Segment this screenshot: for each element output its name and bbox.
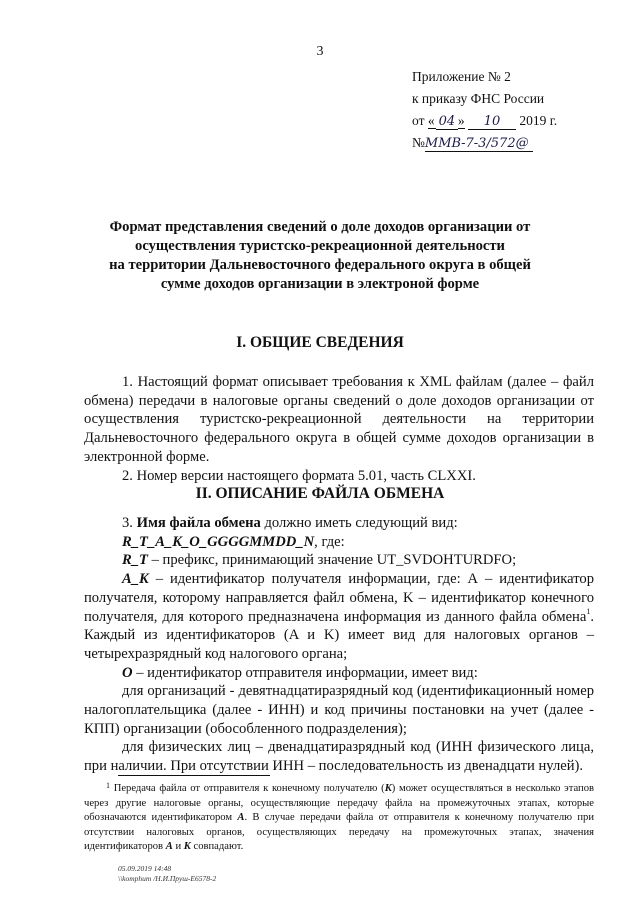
fn-k2: K xyxy=(183,841,191,853)
number-prefix: № xyxy=(412,135,425,150)
title-line1: Формат представления сведений о доле доходов организации от xyxy=(109,219,531,235)
pattern-rest: , где: xyxy=(314,533,345,550)
ak-text2: . Каждый из идентификаторов (A и K) имеет вид для налоговых органов – четырехразрядный код налогового органа; xyxy=(84,608,594,662)
org-definition: для организаций - девятнадцатиразрядный код (идентификационный номер налогоплательщика (далее - ИНН) и код причины постановки на учет (далее - КПП) организации (обособленного подразделения); xyxy=(84,683,594,737)
ak-definition xyxy=(84,570,594,664)
appendix-line1: Приложение № 2 xyxy=(412,69,511,84)
paragraph-1: 1. Настоящий формат описывает требования к XML файлам (далее – файл обмена) передачи в налоговые органы сведений о доле доходов организации от осуществления туристско-рекреационной деятельности на территории Дальневосточного федерального округа в общей сумме доходов организации в электронной форме. xyxy=(84,374,594,465)
phys-definition: для физических лиц – двенадцатиразрядный код (ИНН физического лица, при наличии. При отсутствии ИНН – последовательность из двенадцати нулей). xyxy=(84,739,594,775)
appendix-number xyxy=(412,132,557,154)
footnote-ref[interactable]: 1 xyxy=(586,606,591,616)
ak-text: – идентификатор получателя информации, где: А – идентификатор получателя, которому направляется файл обмена, K – идентификатор конечного получателя, для которого предназначена информация из данного файла обмена xyxy=(84,571,594,625)
section1-heading: I. ОБЩИЕ СВЕДЕНИЯ xyxy=(236,334,404,351)
pattern-code: R_T_A_K_O_GGGGMMDD_N xyxy=(122,533,315,550)
title-line2: осуществления туристско-рекреационной деятельности xyxy=(135,238,505,254)
footnote-separator xyxy=(118,775,270,776)
ak-code: A_K xyxy=(122,571,149,588)
stamp-line2: \\komphum /Н.И.Пруш-Е6578-2 xyxy=(118,874,217,883)
date-open: « xyxy=(427,113,435,128)
title-line3: на территории Дальневосточного федерального округа в общей xyxy=(109,257,531,273)
fn-part1: Передача файла от отправителя к конечному получателю ( xyxy=(110,783,385,794)
section2-heading: II. ОПИСАНИЕ ФАЙЛА ОБМЕНА xyxy=(195,485,445,502)
o-text: – идентификатор отправителя информации, имеет вид: xyxy=(132,664,478,681)
footnote xyxy=(84,782,594,855)
appendix-date xyxy=(412,110,557,132)
rt-definition xyxy=(84,551,594,570)
stamp-line1: 05.09.2019 14:48 xyxy=(118,864,172,873)
rt-code: R_T xyxy=(122,552,148,569)
filename-pattern xyxy=(84,533,594,552)
o-definition xyxy=(84,664,594,683)
paragraph-3 xyxy=(84,514,594,533)
section2-body xyxy=(84,514,594,776)
p3-num: 3. xyxy=(122,515,133,531)
title-line4: сумме доходов организации в электроной форме xyxy=(160,276,480,292)
date-month: 10 xyxy=(468,114,516,130)
fn-part5: совпадают. xyxy=(190,841,244,853)
date-day: 04 xyxy=(436,114,458,130)
fn-part3: . В случае передачи файла от отправителя к конечному получателю при отсутствии налоговых органов, осуществляющих передачу на промежуточных этапах, значения идентификаторов xyxy=(84,812,594,853)
fn-part4: и xyxy=(172,841,184,853)
number-value: ММВ-7-3/572@ xyxy=(425,136,533,152)
p3-bold: Имя файла обмена xyxy=(136,515,261,531)
o-code: O xyxy=(122,664,133,681)
print-stamp xyxy=(118,864,216,884)
rt-text: – префикс, принимающий значение UT_SVDOHTURDFO; xyxy=(147,552,517,569)
date-close: » xyxy=(457,113,465,128)
fn-part2: ) может осуществляться в несколько этапов через другие налоговые органы, осуществляющие передачу файла на промежуточных этапах, которые обозначаются идентификатором xyxy=(84,783,595,824)
appendix-line2: к приказу ФНС России xyxy=(412,91,545,106)
section1-body xyxy=(84,373,594,485)
date-prefix: от xyxy=(412,113,425,128)
footnote-number: 1 xyxy=(106,781,110,790)
p3-rest: должно иметь следующий вид: xyxy=(264,515,458,531)
date-year: 2019 г. xyxy=(519,113,558,128)
fn-a1: А xyxy=(237,812,245,824)
page-number: 3 xyxy=(316,44,324,59)
document-title xyxy=(60,218,580,294)
fn-a2: А xyxy=(165,841,173,853)
appendix-block xyxy=(412,66,557,154)
paragraph-2: 2. Номер версии настоящего формата 5.01, часть CLXXI. xyxy=(122,467,476,484)
fn-k1: K xyxy=(384,783,392,794)
